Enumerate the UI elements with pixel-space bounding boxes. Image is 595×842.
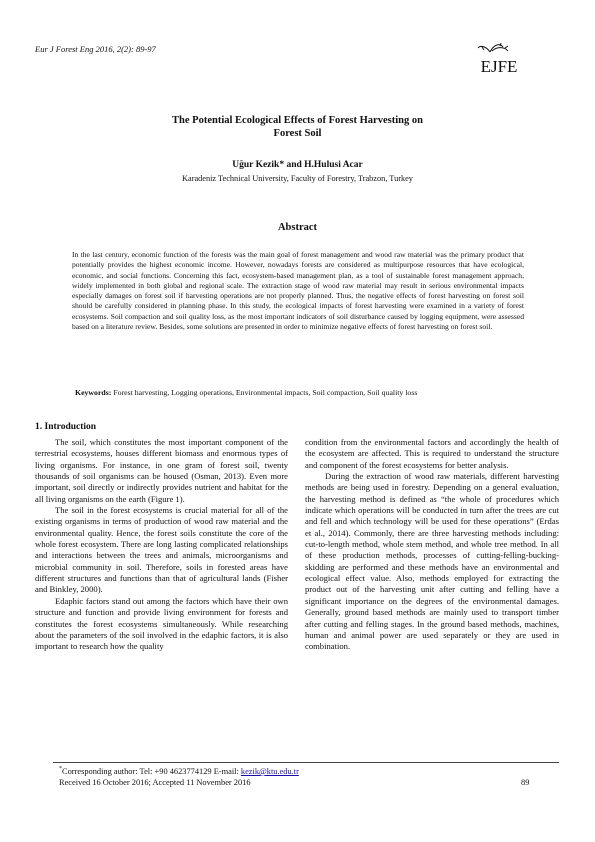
page-number: 89 bbox=[521, 778, 530, 787]
keywords-label: Keywords: bbox=[75, 388, 112, 397]
authors: Uğur Kezik* and H.Hulusi Acar bbox=[232, 160, 363, 170]
abstract-text: In the last century, economic function of the forests was the main goal of forest management and wood raw material was the primary product that potentially provides the highest economic income. However, nowadays forests are considered as multipurpose resources that have ecological, economic, and social functions. Concerning this fact, ecosystem-based management plan, as a tool of sustainable forest management approach, widely implemented in both global and regional scale. The extraction stage of wood raw material may result in serious environmental impacts especially damages on forest soil if harvesting operations are not properly planned. Thus, the negative effects of forest harvesting on forest soil should be carefully considered in planning phase. In this study, the ecological impacts of forest harvesting were examined in a variety of forest ecosystems. Soil compaction and soil quality loss, as the most important indicators of soil disturbance caused by logging equipment, were assessed based on a literature review. Besides, some solutions are presented in order to minimize negative effects of forest harvesting on forest soil. bbox=[72, 250, 524, 332]
affiliation: Karadeniz Technical University, Faculty of Forestry, Trabzon, Turkey bbox=[182, 174, 413, 183]
paragraph: The soil, which constitutes the most important component of the terrestrial ecosystems, houses different biomass and enormous types of living organisms. For instance, in one gram of forest soil, twenty thousands of soil organisms can be housed (Osman, 2013). Even more important, soil directly or indirectly provides nutrient and habitat for the all living organisms on the earth (Figure 1). bbox=[35, 437, 288, 504]
section-heading-introduction: 1. Introduction bbox=[35, 422, 97, 432]
footnote-divider bbox=[53, 762, 559, 763]
received-dates: Received 16 October 2016; Accepted 11 November 2016 bbox=[59, 778, 251, 787]
title-line-2: Forest Soil bbox=[273, 128, 322, 139]
paragraph: During the extraction of wood raw materials, different harvesting methods are being used in forestry. Depending on a general evaluation, the harvesting method is defined as “the whole of procedures which indicate which operations will be conducted in turn after the trees are cut and fell and which technology will be used for these operations” (Erdas et al., 2014). Commonly, there are three harvesting methods including: cut-to-length method, whole stem method, and whole tree method. In all of these production methods, processes of cutting-felling-bucking-skidding are performed and these methods have an environmental and ecological effect value. Also, methods employed for extracting the product out of the harvesting unit after cutting and felling have a significant importance on the degrees of the environmental damages. Generally, ground based methods are mainly used to transport timber after cutting and felling stages. In the ground based methods, machines, human and animal power are used separately or they are used in combination. bbox=[305, 471, 559, 652]
body-column-right bbox=[305, 437, 559, 653]
paragraph: Edaphic factors stand out among the factors which have their own structure and function and provide living environment for forests and constitutes the forest ecosystems simultaneously. While researching about the parameters of the soil involved in the edaphic factors, it is also important to research how the quality bbox=[35, 595, 288, 652]
paper-title bbox=[90, 114, 505, 140]
footnote-mark: * bbox=[59, 766, 62, 772]
corresponding-author-footnote bbox=[59, 766, 299, 776]
journal-reference: Eur J Forest Eng 2016, 2(2): 89-97 bbox=[35, 44, 156, 54]
keywords-text: Forest harvesting, Logging operations, Environmental impacts, Soil compaction, Soil quality loss bbox=[113, 388, 418, 397]
title-line-1: The Potential Ecological Effects of Forest Harvesting on bbox=[172, 115, 423, 126]
paragraph: condition from the environmental factors and accordingly the health of the ecosystem are affected. This is required to understand the structure and component of the forest ecosystems for better analysis. bbox=[305, 437, 559, 470]
paragraph: The soil in the forest ecosystems is crucial material for all of the existing organisms in terms of production of wood raw material and the environmental quality. Hence, the forest soils constitute the core of the whole forest ecosystem. There are long lasting complicated relationships and interactions between the trees and animals, microorganisms and microbial community in soil. Therefore, soils in forested areas have different structures and functions than that of agricultural lands (Fisher and Binkley, 2000). bbox=[35, 505, 288, 595]
logo-text: EJFE bbox=[480, 57, 518, 76]
journal-logo bbox=[470, 42, 528, 80]
abstract-heading: Abstract bbox=[277, 222, 318, 233]
body-column-left bbox=[35, 437, 288, 653]
author-email-link[interactable]: kezik@ktu.edu.tr bbox=[240, 766, 299, 776]
keywords bbox=[75, 388, 527, 397]
footnote-text: Corresponding author: Tel: +90 4623774129 E-mail: bbox=[62, 766, 241, 776]
